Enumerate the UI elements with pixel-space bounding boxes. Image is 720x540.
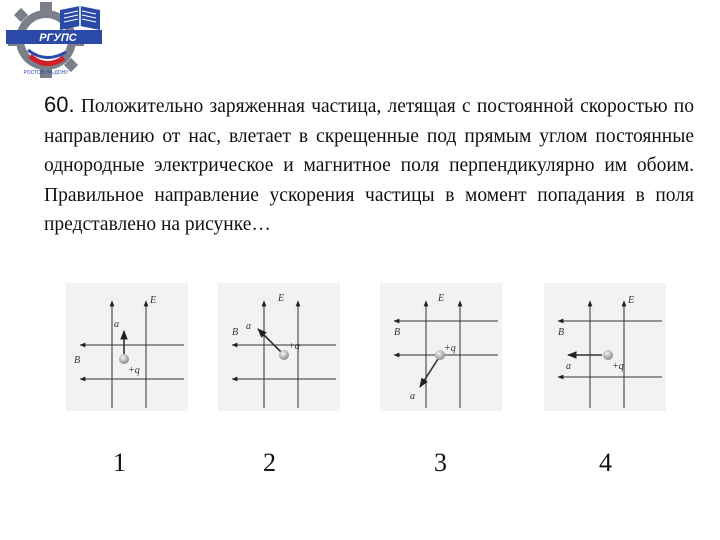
e-label: E bbox=[278, 293, 285, 304]
e-label: E bbox=[150, 295, 157, 306]
b-label: B bbox=[558, 327, 565, 338]
b-label: B bbox=[394, 327, 401, 338]
a-label: a bbox=[410, 391, 415, 402]
q-label: +q bbox=[128, 365, 140, 376]
question-text bbox=[44, 90, 694, 240]
option-number-4: 4 bbox=[599, 448, 612, 477]
b-label: B bbox=[232, 327, 239, 338]
a-label: a bbox=[114, 319, 119, 330]
rgups-logo bbox=[0, 0, 110, 82]
option-number-1: 1 bbox=[113, 448, 126, 477]
b-label: B bbox=[74, 355, 81, 366]
a-label: a bbox=[246, 321, 251, 332]
q-label: +q bbox=[444, 343, 456, 354]
question-body: Положительно заряженная частица, летящая с постоянной скоростью по направлению от нас, влетает в скрещенные под прямым углом постоянные однородные электрическое и магнитное поля перпендикулярно им обоим. Правильное направление ускорения частицы в момент попадания в поля представлено на рисунке… bbox=[44, 96, 694, 235]
e-label: E bbox=[628, 295, 635, 306]
e-label: E bbox=[438, 293, 445, 304]
q-label: +q bbox=[612, 361, 624, 372]
a-label: a bbox=[566, 361, 571, 372]
option-number-2: 2 bbox=[263, 448, 276, 477]
particle bbox=[603, 350, 613, 360]
question-number: 60. bbox=[44, 92, 75, 117]
option-figure-4[interactable] bbox=[544, 283, 666, 411]
option-number-3: 3 bbox=[434, 448, 447, 477]
logo-text: РГУПС bbox=[39, 32, 77, 44]
particle bbox=[119, 354, 129, 364]
option-figure-3[interactable] bbox=[380, 283, 502, 411]
q-label: +q bbox=[288, 341, 300, 352]
book-icon bbox=[60, 6, 100, 30]
logo-subtext: РОСТОВ-НА-ДОНУ bbox=[23, 70, 69, 76]
option-figure-2[interactable] bbox=[218, 283, 340, 411]
option-figure-1[interactable] bbox=[66, 283, 188, 411]
